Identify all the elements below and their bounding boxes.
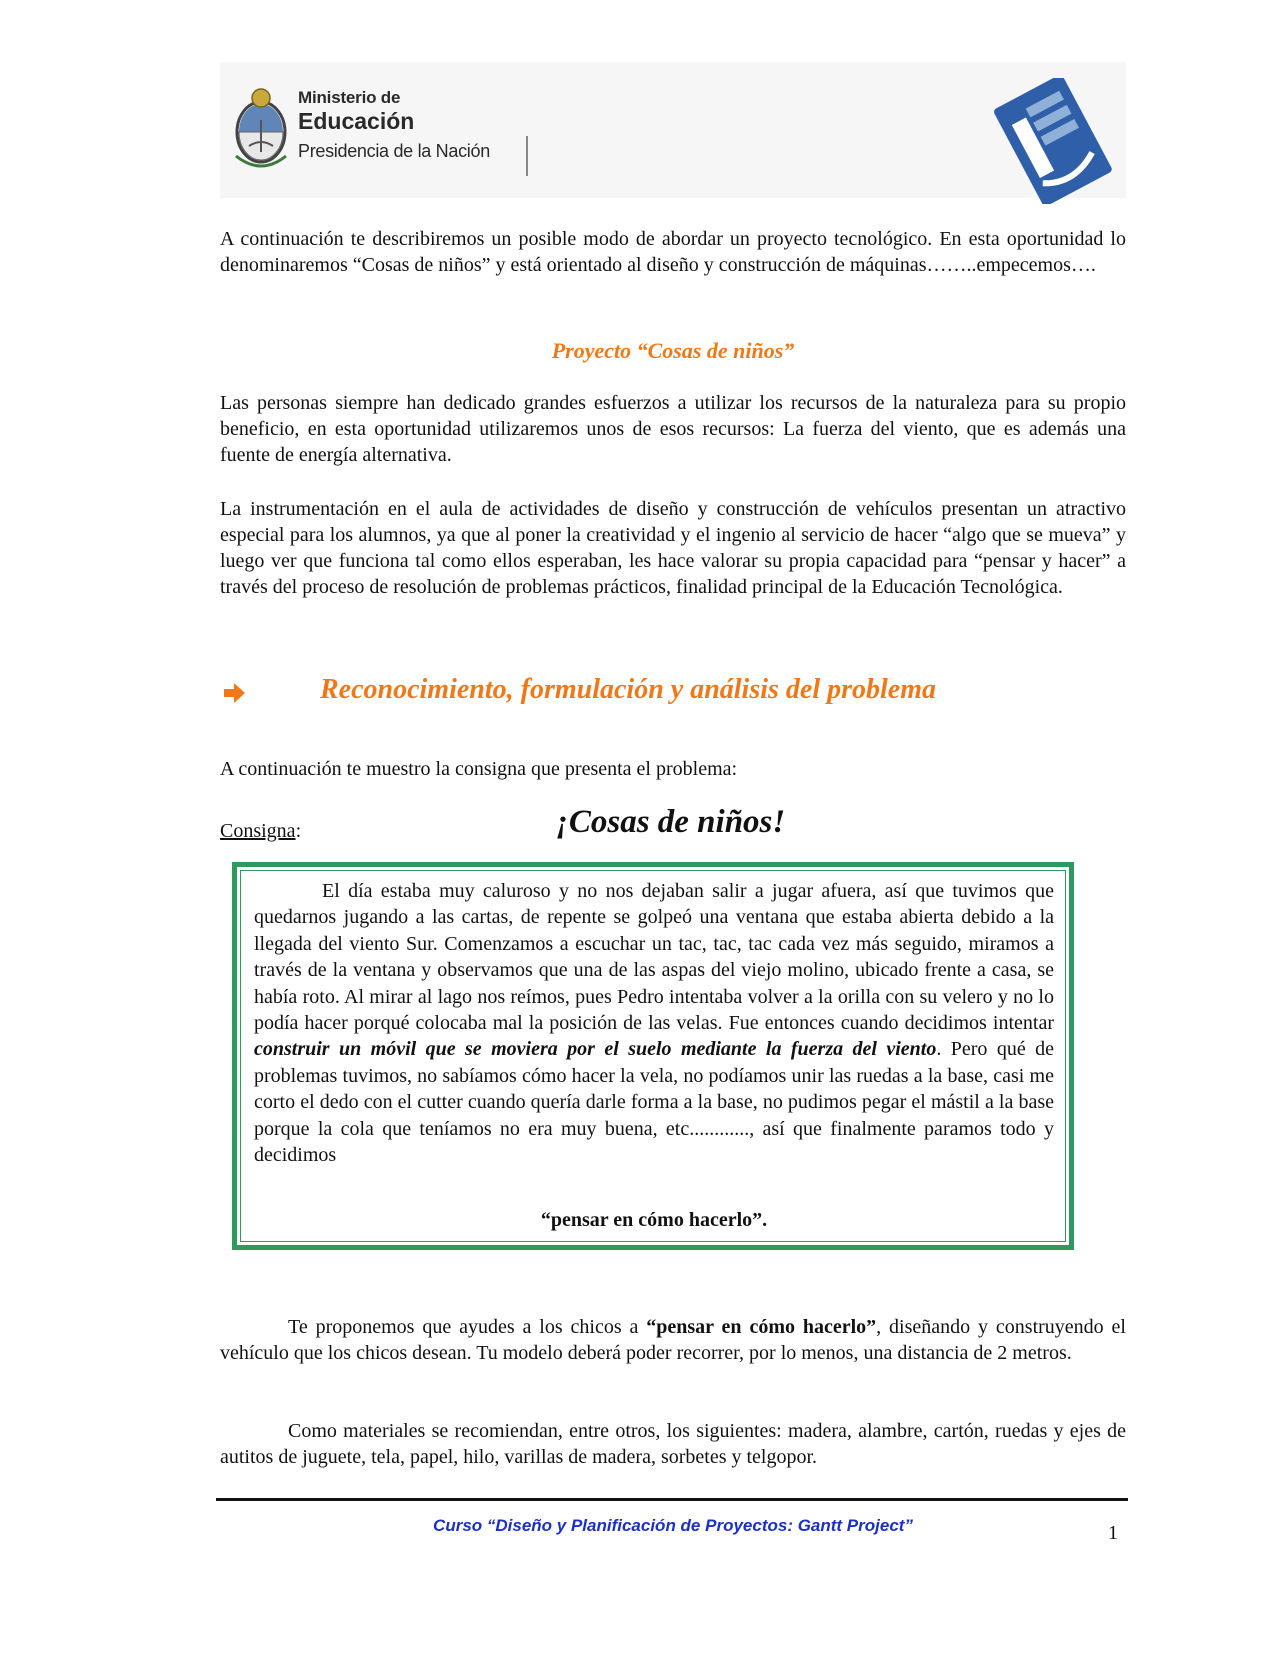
ministry-line-1: Ministerio de [298,88,401,107]
ministry-name [298,88,522,162]
logo-divider [526,136,528,176]
story-text [254,878,1054,1168]
proposal-bold: “pensar en cómo hacerlo” [646,1316,877,1338]
project-title: Proyecto “Cosas de niños” [551,338,795,363]
argentina-coat-of-arms-icon [230,86,292,174]
materials-text: Como materiales se recomiendan, entre otros, los siguientes: madera, alambre, cartón, ruedas y ejes de autitos de juguete, tela, papel, hilo, varillas de madera, sorbetes y telgopor. [220,1420,1126,1468]
story-emphasis: construir un móvil que se moviera por el suelo mediante la fuerza del viento [254,1038,937,1061]
story-part-2: . Pero qué de problemas tuvimos, no sabíamos cómo hacer la vela, no podíamos unir las ruedas a la base, casi me corto el dedo con el cutter cuando quería darle forma a la base, no pudimos pegar el mástil a la base porque la cola que teníamos no era muy buena, etc............, así que finalmente paramos todo y decidimos [254,1038,1055,1167]
paragraph-materials [220,1418,1126,1470]
arrow-right-icon [222,682,246,704]
page-number: 1 [1108,1522,1118,1544]
consigna-label: Consigna [220,820,296,842]
ministry-logo [230,84,530,180]
paragraph-resources: Las personas siempre han dedicado grandes esfuerzos a utilizar los recursos de la naturaleza para su propio beneficio, en esta oportunidad utilizaremos unos de esos recursos: La fuerza del viento, que es además una fuente de energía alternativa. [220,392,1126,466]
proposal-after: , diseñando y construyendo el vehículo que los chicos desean. Tu modelo deberá poder recorrer, por lo menos, una distancia de 2 metros. [220,1316,1126,1364]
intro-paragraph: A continuación te describiremos un posible modo de abordar un proyecto tecnológico. En esta oportunidad lo denominaremos “Cosas de niños” y está orientado al diseño y construcción de máquinas……..empecemos…. [220,228,1126,276]
paragraph-instrumentation: La instrumentación en el aula de actividades de diseño y construcción de vehículos presentan un atractivo especial para los alumnos, ya que al poner la creatividad y el ingenio al servicio de hacer “algo que se mueva” y luego ver que funciona tal como ellos esperaban, les hace valorar su propia capacidad para “pensar y hacer” a través del proceso de resolución de problemas prácticos, finalidad principal de la Educación Tecnológica. [220,498,1126,598]
ministry-line-2: Educación [298,108,415,134]
paragraph-consigna-intro: A continuación te muestro la consigna que presenta el problema: [220,758,738,780]
section-heading: Reconocimiento, formulación y análisis del problema [320,674,936,705]
consigna-label-line [220,820,301,843]
paragraph-proposal [220,1314,1126,1366]
footer-course-title: Curso “Diseño y Planificación de Proyectos: Gantt Project” [433,1516,913,1535]
footer-divider [216,1498,1128,1501]
story-closing-text: “pensar en cómo hacerlo”. [540,1209,768,1231]
consigna-colon: : [295,820,302,842]
consigna-title: ¡Cosas de niños! [556,804,786,840]
story-closing [254,1209,1054,1232]
story-part-1: El día estaba muy caluroso y no nos dejaban salir a jugar afuera, así que tuvimos que quedarnos jugando a las cartas, de repente se golpeó una ventana que estaba abierta debido a la llegada del viento Sur. Comenzamos a escuchar un tac, tac, tac cada vez más seguido, miramos a través de la ventana y observamos que una de las aspas del viejo molino, ubicado frente a casa, se había roto. Al mirar al lago nos reímos, pues Pedro intentaba volver a la orilla con su velero y no lo podía hacer porqué colocaba mal la posición de las velas. Fue entonces cuando decidimos intentar [254,880,1054,1035]
ministry-line-3: Presidencia de la Nación [298,141,490,161]
instituto-nacional-formacion-docente-logo [982,78,1122,204]
proposal-before: Te proponemos que ayudes a los chicos a [288,1316,647,1338]
